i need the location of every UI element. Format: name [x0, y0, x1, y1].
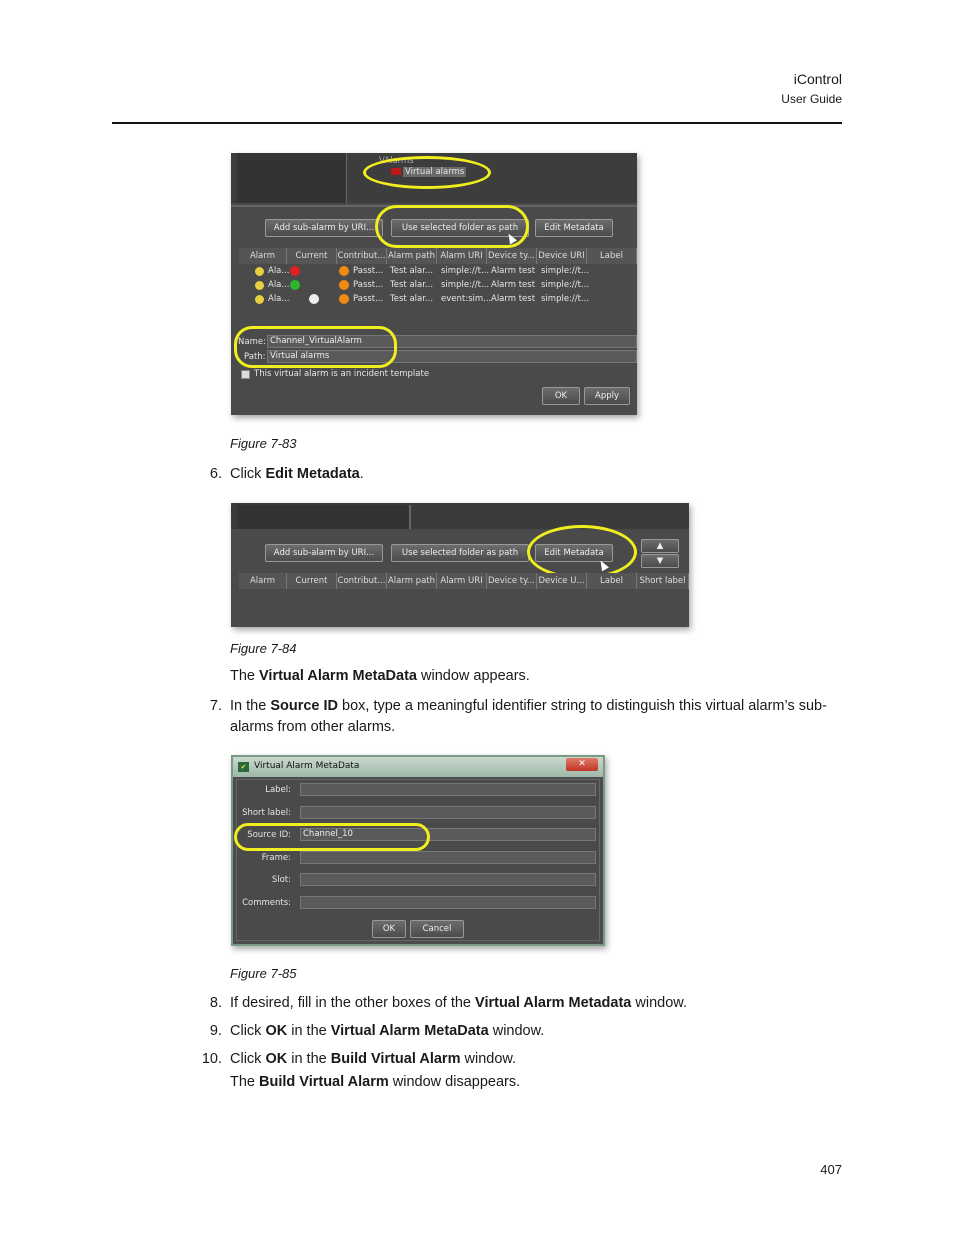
- alarm-icon: [255, 267, 264, 276]
- slot-input[interactable]: [300, 873, 596, 886]
- cell-alarm-uri: simple://t...: [441, 266, 490, 276]
- ok-button[interactable]: OK: [372, 920, 406, 938]
- move-up-button[interactable]: ▲: [641, 539, 679, 553]
- col-device-uri[interactable]: Device U...: [537, 573, 587, 589]
- cell-device-uri: simple://t...: [541, 280, 590, 290]
- divider: [231, 205, 637, 207]
- cell-contribution: Passt...: [353, 280, 384, 290]
- source-id-label: Source ID:: [247, 830, 291, 840]
- header-title: iControl: [793, 71, 842, 87]
- form-row-short-label: [233, 806, 603, 820]
- orange-led-icon: [339, 294, 349, 304]
- cell-device-type: Alarm test: [491, 266, 536, 276]
- name-input[interactable]: Channel_VirtualAlarm: [267, 335, 637, 348]
- orange-led-icon: [339, 266, 349, 276]
- move-down-button[interactable]: ▼: [641, 554, 679, 568]
- path-input[interactable]: Virtual alarms: [267, 350, 637, 363]
- form-row-slot: [233, 873, 603, 887]
- header-subtitle: User Guide: [781, 92, 842, 106]
- edit-metadata-button[interactable]: Edit Metadata: [535, 544, 613, 562]
- caption-7-83: Figure 7-83: [230, 436, 297, 451]
- figure-7-84-screenshot: [231, 503, 689, 627]
- apply-button[interactable]: Apply: [584, 387, 630, 405]
- step-text: Click: [230, 1023, 266, 1039]
- cell-alarm-path: Test alar...: [390, 280, 434, 290]
- tree-item-virtual-alarms[interactable]: Virtual alarms: [405, 167, 465, 177]
- white-led-icon: [309, 294, 319, 304]
- step-text: If desired, fill in the other boxes of the: [230, 995, 476, 1011]
- step-bold: Edit Metadata: [265, 466, 360, 482]
- cell-alarm-uri: event:sim...: [441, 294, 492, 304]
- red-led-icon: [290, 266, 300, 276]
- cell-contribution: Passt...: [353, 294, 384, 304]
- step-number: 6.: [209, 466, 222, 482]
- cell-alarm-path: Test alar...: [390, 294, 434, 304]
- col-contribution[interactable]: Contribut...: [337, 248, 387, 264]
- left-panel: [237, 505, 411, 529]
- page-number: 407: [820, 1162, 842, 1177]
- form-row-source-id: [233, 828, 603, 842]
- alarm-icon: [255, 281, 264, 290]
- para-bold: Build Virtual Alarm: [259, 1074, 389, 1090]
- step-bold: OK: [265, 1023, 288, 1039]
- short-label-input[interactable]: [300, 806, 596, 819]
- figure-7-83-screenshot: [231, 153, 637, 415]
- incident-template-checkbox[interactable]: [241, 370, 250, 379]
- cell-alarm-path: Test alar...: [390, 266, 434, 276]
- slot-label: Slot:: [271, 875, 291, 885]
- header-rule: [112, 122, 842, 124]
- para-text: The: [230, 668, 260, 684]
- alarm-icon: [255, 295, 264, 304]
- col-device-type[interactable]: Device ty...: [487, 248, 537, 264]
- step-bold: Virtual Alarm Metadata: [475, 995, 632, 1011]
- table-row[interactable]: [231, 279, 637, 292]
- form-row-frame: [233, 851, 603, 865]
- col-device-uri[interactable]: Device URI: [537, 248, 587, 264]
- name-label: Name:: [238, 337, 266, 347]
- col-alarm-path[interactable]: Alarm path: [387, 573, 437, 589]
- left-panel: [237, 153, 347, 203]
- step-number: 7.: [209, 698, 222, 714]
- folder-icon: [391, 168, 401, 175]
- caption-7-85: Figure 7-85: [230, 966, 297, 981]
- cell-alarm: Ala...: [268, 266, 290, 276]
- para-text-end: window appears.: [416, 668, 530, 684]
- paragraph-window-disappears: [230, 1074, 520, 1090]
- cell-contribution: Passt...: [353, 266, 384, 276]
- step-text-end: window.: [460, 1051, 517, 1067]
- frame-input[interactable]: [300, 851, 596, 864]
- use-folder-path-button[interactable]: Use selected folder as path: [391, 544, 529, 562]
- step-text: Click: [230, 466, 266, 482]
- col-current[interactable]: Current: [287, 573, 337, 589]
- frame-label: Frame:: [261, 853, 291, 863]
- use-folder-path-button[interactable]: Use selected folder as path: [391, 219, 529, 237]
- col-alarm-uri[interactable]: Alarm URI: [437, 248, 487, 264]
- comments-input[interactable]: [300, 896, 596, 909]
- window-title: Virtual Alarm MetaData: [254, 761, 360, 771]
- step-text-end: .: [359, 466, 364, 482]
- step-number: 10.: [201, 1051, 222, 1067]
- column-header-row: [239, 248, 637, 264]
- app-icon: ✔: [238, 762, 249, 772]
- step-text: Click: [230, 1051, 266, 1067]
- step-text-end: window.: [631, 995, 687, 1011]
- figure-7-85-screenshot: [231, 755, 605, 946]
- tree-item-valarms[interactable]: VAlarms: [379, 156, 414, 166]
- cell-alarm: Ala...: [268, 280, 290, 290]
- para-text: The: [230, 1074, 260, 1090]
- col-alarm-uri[interactable]: Alarm URI: [437, 573, 487, 589]
- step-text-mid: in the: [287, 1023, 331, 1039]
- cell-device-type: Alarm test: [491, 280, 536, 290]
- orange-led-icon: [339, 280, 349, 290]
- title-bar: [233, 757, 603, 777]
- caption-7-84: Figure 7-84: [230, 641, 297, 656]
- green-led-icon: [290, 280, 300, 290]
- table-row[interactable]: [231, 293, 637, 306]
- form-row-comments: [233, 896, 603, 910]
- col-label[interactable]: Label: [587, 248, 637, 264]
- step-text: In the: [230, 698, 271, 714]
- cell-alarm: Ala...: [268, 294, 290, 304]
- source-id-input[interactable]: Channel_10: [300, 828, 596, 841]
- comments-label: Comments:: [242, 898, 291, 908]
- add-sub-alarm-button[interactable]: Add sub-alarm by URI...: [265, 544, 383, 562]
- col-alarm-path[interactable]: Alarm path: [387, 248, 437, 264]
- step-bold-2: Virtual Alarm MetaData: [330, 1023, 489, 1039]
- label-input[interactable]: [300, 783, 596, 796]
- step-bold: Source ID: [270, 698, 338, 714]
- path-label: Path:: [244, 352, 266, 362]
- cell-device-uri: simple://t...: [541, 266, 590, 276]
- cancel-button[interactable]: Cancel: [410, 920, 464, 938]
- cell-device-uri: simple://t...: [541, 294, 590, 304]
- step-number: 9.: [209, 1023, 222, 1039]
- form-row-label: [233, 783, 603, 797]
- paragraph-window-appears: [230, 668, 530, 684]
- col-contribution[interactable]: Contribut...: [337, 573, 387, 589]
- col-current[interactable]: Current: [287, 248, 337, 264]
- column-header-row: [239, 573, 689, 589]
- para-text-end: window disappears.: [388, 1074, 521, 1090]
- step-bold: OK: [265, 1051, 288, 1067]
- step-bold-2: Build Virtual Alarm: [330, 1051, 461, 1067]
- col-device-type[interactable]: Device ty...: [487, 573, 537, 589]
- step-text-mid: in the: [287, 1051, 331, 1067]
- para-bold: Virtual Alarm MetaData: [259, 668, 417, 684]
- label-label: Label:: [265, 785, 291, 795]
- close-button[interactable]: ✕: [566, 758, 598, 771]
- ok-button[interactable]: OK: [542, 387, 580, 405]
- cell-device-type: Alarm test: [491, 294, 536, 304]
- col-label[interactable]: Label: [587, 573, 637, 589]
- table-row[interactable]: [231, 265, 637, 278]
- col-alarm[interactable]: Alarm: [239, 248, 287, 264]
- col-short-label[interactable]: Short label: [637, 573, 689, 589]
- col-alarm[interactable]: Alarm: [239, 573, 287, 589]
- step-number: 8.: [209, 995, 222, 1011]
- edit-metadata-button[interactable]: Edit Metadata: [535, 219, 613, 237]
- step-text-end: window.: [488, 1023, 545, 1039]
- short-label-label: Short label:: [242, 808, 291, 818]
- checkbox-label: This virtual alarm is an incident template: [254, 369, 430, 379]
- add-sub-alarm-button[interactable]: Add sub-alarm by URI...: [265, 219, 383, 237]
- cell-alarm-uri: simple://t...: [441, 280, 490, 290]
- step-text-end: box, type a meaningful identifier string to distinguish this virtual alarm’s sub-alarms from other alarms.: [230, 698, 827, 735]
